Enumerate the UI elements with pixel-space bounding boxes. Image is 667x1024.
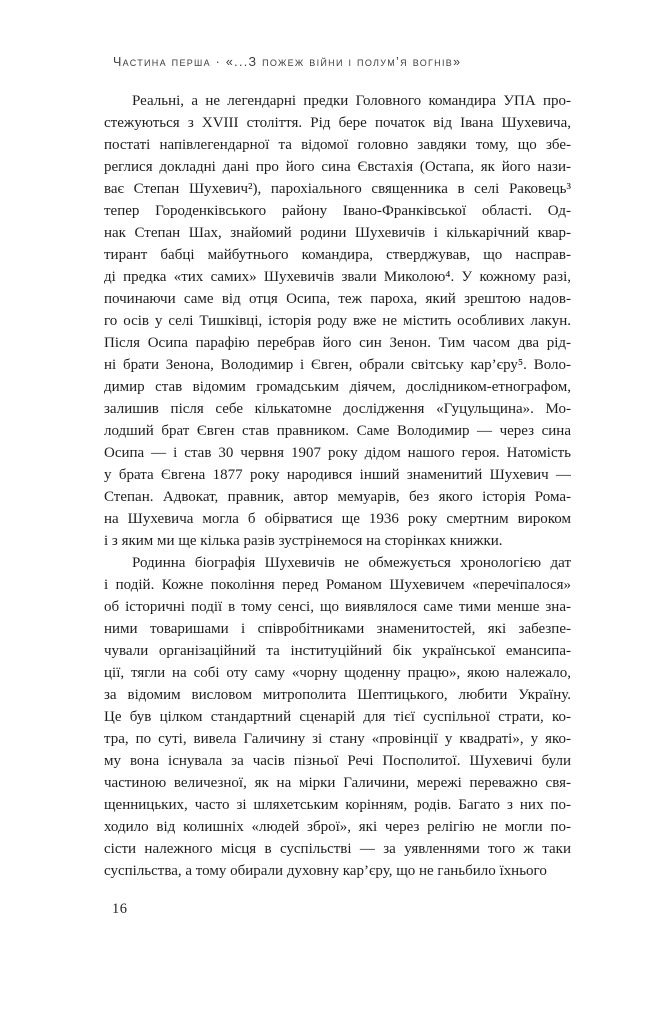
text-line: ходило від колишніх «людей зброї», які через релігію не могли по-	[104, 819, 571, 835]
text-line: го осів у селі Тишківці, історія роду вже не містить особливих лакун.	[104, 313, 571, 329]
paragraph	[104, 552, 571, 882]
text-line: починаючи саме від отця Осипа, теж пароха, який зрештою надов-	[104, 291, 571, 307]
text-line: ними товаришами і співробітниками знаменитостей, які забезпе-	[104, 621, 571, 637]
text-line: на Шухевича могла б обірватися ще 1936 року смертним вироком	[104, 511, 571, 527]
text-line: реглися докладні дані про його сина Євстахія (Остапа, як його нази-	[104, 159, 571, 175]
text-line: залишив після себе кількатомне дослідження «Гуцульщина». Мо-	[104, 401, 571, 417]
text-line: за відомим висловом митрополита Шептицького, любити Україну.	[104, 687, 571, 703]
text-line: нак Степан Шах, знайомий родини Шухевичів і кількарічний квар-	[104, 225, 571, 241]
text-line: об історичні події в тому сенсі, що виявлялося саме тими менше зна-	[104, 599, 571, 615]
text-line: сісти належного місця в суспільстві — за уявленнями того ж таки	[104, 841, 571, 857]
text-line: і з яким ми ще кілька разів зустрінемося на сторінках книжки.	[104, 533, 503, 549]
text-line: частиною величезної, як на мірки Галичини, мережі переважно свя-	[104, 775, 571, 791]
page-number: 16	[112, 901, 128, 917]
text-line: Родинна біографія Шухевичів не обмежується хронологією дат	[132, 555, 571, 571]
text-line: димир став відомим громадським діячем, дослідником-етнографом,	[104, 379, 571, 395]
text-line: ції, тягли на собі оту саму «чорну щоденну працю», якою належало,	[104, 665, 571, 681]
text-block	[104, 90, 571, 882]
text-line: ді предка «тих самих» Шухевичів звали Миколою⁴. У кожному разі,	[104, 269, 571, 285]
text-line: Це був цілком стандартний сценарій для тієї суспільної страти, ко-	[104, 709, 571, 725]
text-line: щенницьких, часто зі шляхетським корінням, родів. Багато з них по-	[104, 797, 571, 813]
running-header: Частина перша · «...З пожеж війни і полум’я вогнів»	[113, 55, 462, 69]
text-line: Реальні, а не легендарні предки Головного командира УПА про-	[132, 93, 571, 109]
text-line: Осипа — і став 30 червня 1907 року дідом нашого героя. Натомість	[104, 445, 571, 461]
text-line: постаті напівлегендарної та відомої головно завдяки тому, що збе-	[104, 137, 571, 153]
text-line: ває Степан Шухевич²), парохіального священника в селі Раковець³	[104, 181, 571, 197]
text-line: суспільства, а тому обирали духовну кар’єру, що не ганьбило їхнього	[104, 863, 547, 879]
text-line: му вона існувала за часів пізньої Речі Посполитої. Шухевичі були	[104, 753, 571, 769]
text-line: тра, по суті, вивела Галичину зі стану «провінції у квадраті», у яко-	[104, 731, 571, 747]
paragraph	[104, 90, 571, 552]
text-line: чували організаційний та інституційний бік української емансипа-	[104, 643, 571, 659]
text-line: ні брати Зенона, Володимир і Євген, обрали світську кар’єру⁵. Воло-	[104, 357, 571, 373]
text-line: і подій. Кожне покоління перед Романом Шухевичем «перечіпалося»	[104, 577, 571, 593]
text-line: Степан. Адвокат, правник, автор мемуарів, без якого історія Рома-	[104, 489, 571, 505]
text-line: тепер Городенківського району Івано-Франківської області. Од-	[104, 203, 571, 219]
text-line: у брата Євгена 1877 року народився інший знаменитий Шухевич —	[104, 467, 571, 483]
text-line: стежуються з XVIII століття. Рід бере початок від Івана Шухевича,	[104, 115, 571, 131]
text-line: тирант бабці майбутнього командира, стверджував, що насправ-	[104, 247, 571, 263]
text-line: лодший брат Євген став правником. Саме Володимир — через сина	[104, 423, 571, 439]
text-line: Після Осипа парафію перебрав його син Зенон. Тим часом два рід-	[104, 335, 571, 351]
